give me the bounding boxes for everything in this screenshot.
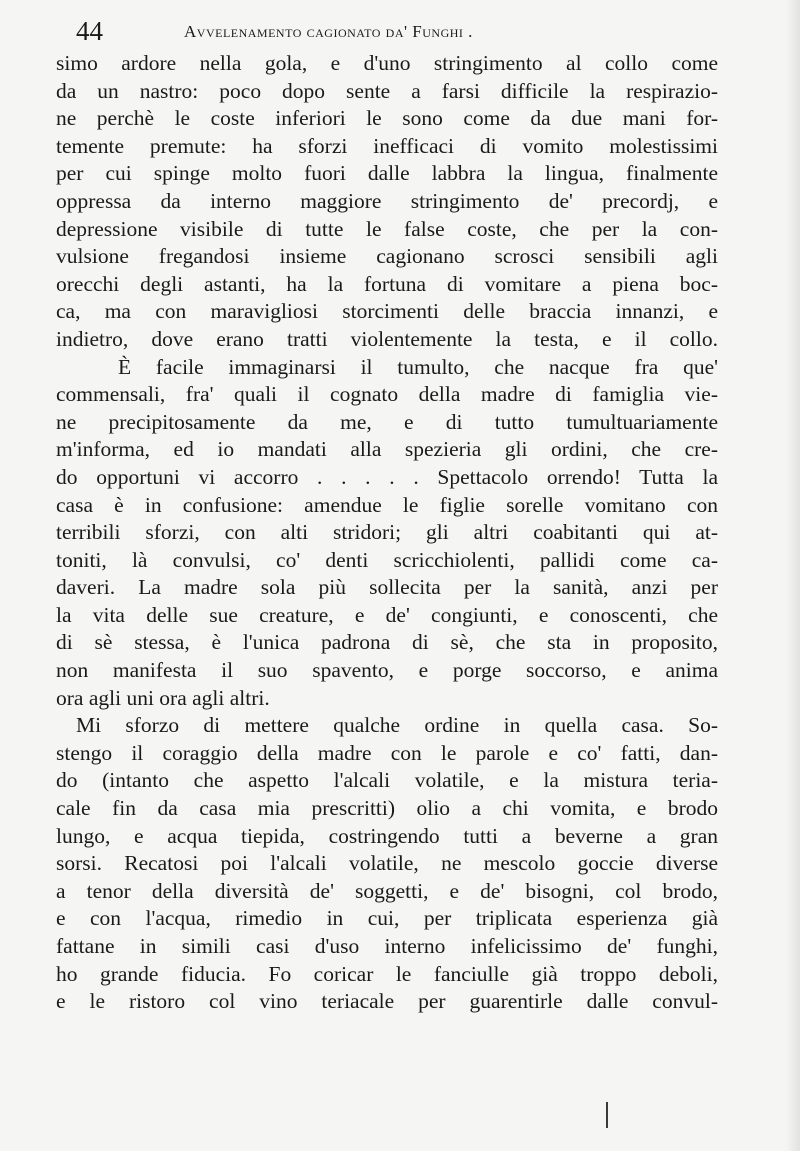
text-line: fattane in simili casi d'uso interno infelicissimo de' funghi,: [56, 934, 718, 958]
text-line: stengo il coraggio della madre con le parole e co' fatti, dan-: [56, 740, 718, 765]
text-line: e le ristoro col vino teriacale per guarentirle dalle convul-: [56, 989, 718, 1014]
text-line: a tenor della diversità de' soggetti, e de' bisogni, col brodo,: [56, 878, 718, 903]
running-title: Avvelenamento cagionato da' Funghi .: [184, 22, 473, 41]
text-line: orecchi degli astanti, ha la fortuna di vomitare a piena boc-: [56, 271, 718, 296]
text-line: commensali, fra' quali il cognato della madre di famiglia vie-: [56, 382, 718, 407]
text-line: oppressa da interno maggiore stringimento de' precordj, e: [56, 188, 718, 213]
text-line: la vita delle sue creature, e de' congiunti, e conoscenti, che: [56, 602, 718, 627]
text-line: toniti, là convulsi, co' denti scricchiolenti, pallidi come ca-: [56, 547, 718, 572]
text-line: do opportuni vi accorro . . . . . Spettacolo orrendo! Tutta la: [56, 464, 718, 489]
text-line: ne precipitosamente da me, e di tutto tumultuariamente: [56, 409, 718, 434]
paragraph-end-line: ora agli uni ora agli altri.: [56, 685, 270, 710]
text-line: per cui spinge molto fuori dalle labbra la lingua, finalmente: [56, 161, 718, 186]
paragraph-start-line: Mi sforzo di mettere qualche ordine in quella casa. So-: [76, 713, 718, 738]
text-line: m'informa, ed io mandati alla spezieria gli ordini, che cre-: [56, 437, 718, 462]
text-line: ne perchè le coste inferiori le sono come da due mani for-: [56, 106, 718, 131]
page-number: 44: [76, 16, 103, 46]
text-line: cale fin da casa mia prescritti) olio a chi vomita, e brodo: [56, 796, 718, 821]
running-head: [76, 14, 716, 48]
text-line: vulsione fregandosi insieme cagionano scrosci sensibili agli: [56, 244, 718, 269]
text-line: lungo, e acqua tiepida, costringendo tutti a beverne a gran: [56, 823, 718, 848]
paragraph-start-line: È facile immaginarsi il tumulto, che nacque fra que': [118, 354, 718, 379]
text-line: ho grande fiducia. Fo coricar le fanciulle già troppo deboli,: [56, 961, 718, 986]
text-line: depressione visibile di tutte le false coste, che per la con-: [56, 216, 718, 241]
text-line: e con l'acqua, rimedio in cui, per triplicata esperienza già: [56, 906, 718, 931]
text-line: di sè stessa, è l'unica padrona di sè, che sta in proposito,: [56, 630, 718, 655]
text-line: daveri. La madre sola più sollecita per la sanità, anzi per: [56, 575, 718, 600]
text-line: ca, ma con maravigliosi storcimenti delle braccia innanzi, e: [56, 299, 718, 324]
text-line: simo ardore nella gola, e d'uno stringimento al collo come: [56, 51, 718, 75]
text-line: casa è in confusione: amendue le figlie sorelle vomitano con: [56, 492, 718, 517]
paragraph-end-line: indietro, dove erano tratti violentemente la testa, e il collo.: [56, 326, 718, 351]
body-text: [56, 50, 718, 1016]
page-edge-shadow: [786, 0, 800, 1151]
text-line: do (intanto che aspetto l'alcali volatile, e la mistura teria-: [56, 768, 718, 793]
text-line: sorsi. Recatosi poi l'alcali volatile, ne mescolo goccie diverse: [56, 851, 718, 876]
text-line: non manifesta il suo spavento, e porge soccorso, e anima: [56, 658, 718, 683]
text-line: da un nastro: poco dopo sente a farsi difficile la respirazio-: [56, 78, 718, 103]
text-line: terribili sforzi, con alti stridori; gli altri coabitanti qui at-: [56, 520, 718, 545]
text-line: temente premute: ha sforzi inefficaci di vomito molestissimi: [56, 133, 718, 158]
margin-mark: [606, 1102, 608, 1128]
